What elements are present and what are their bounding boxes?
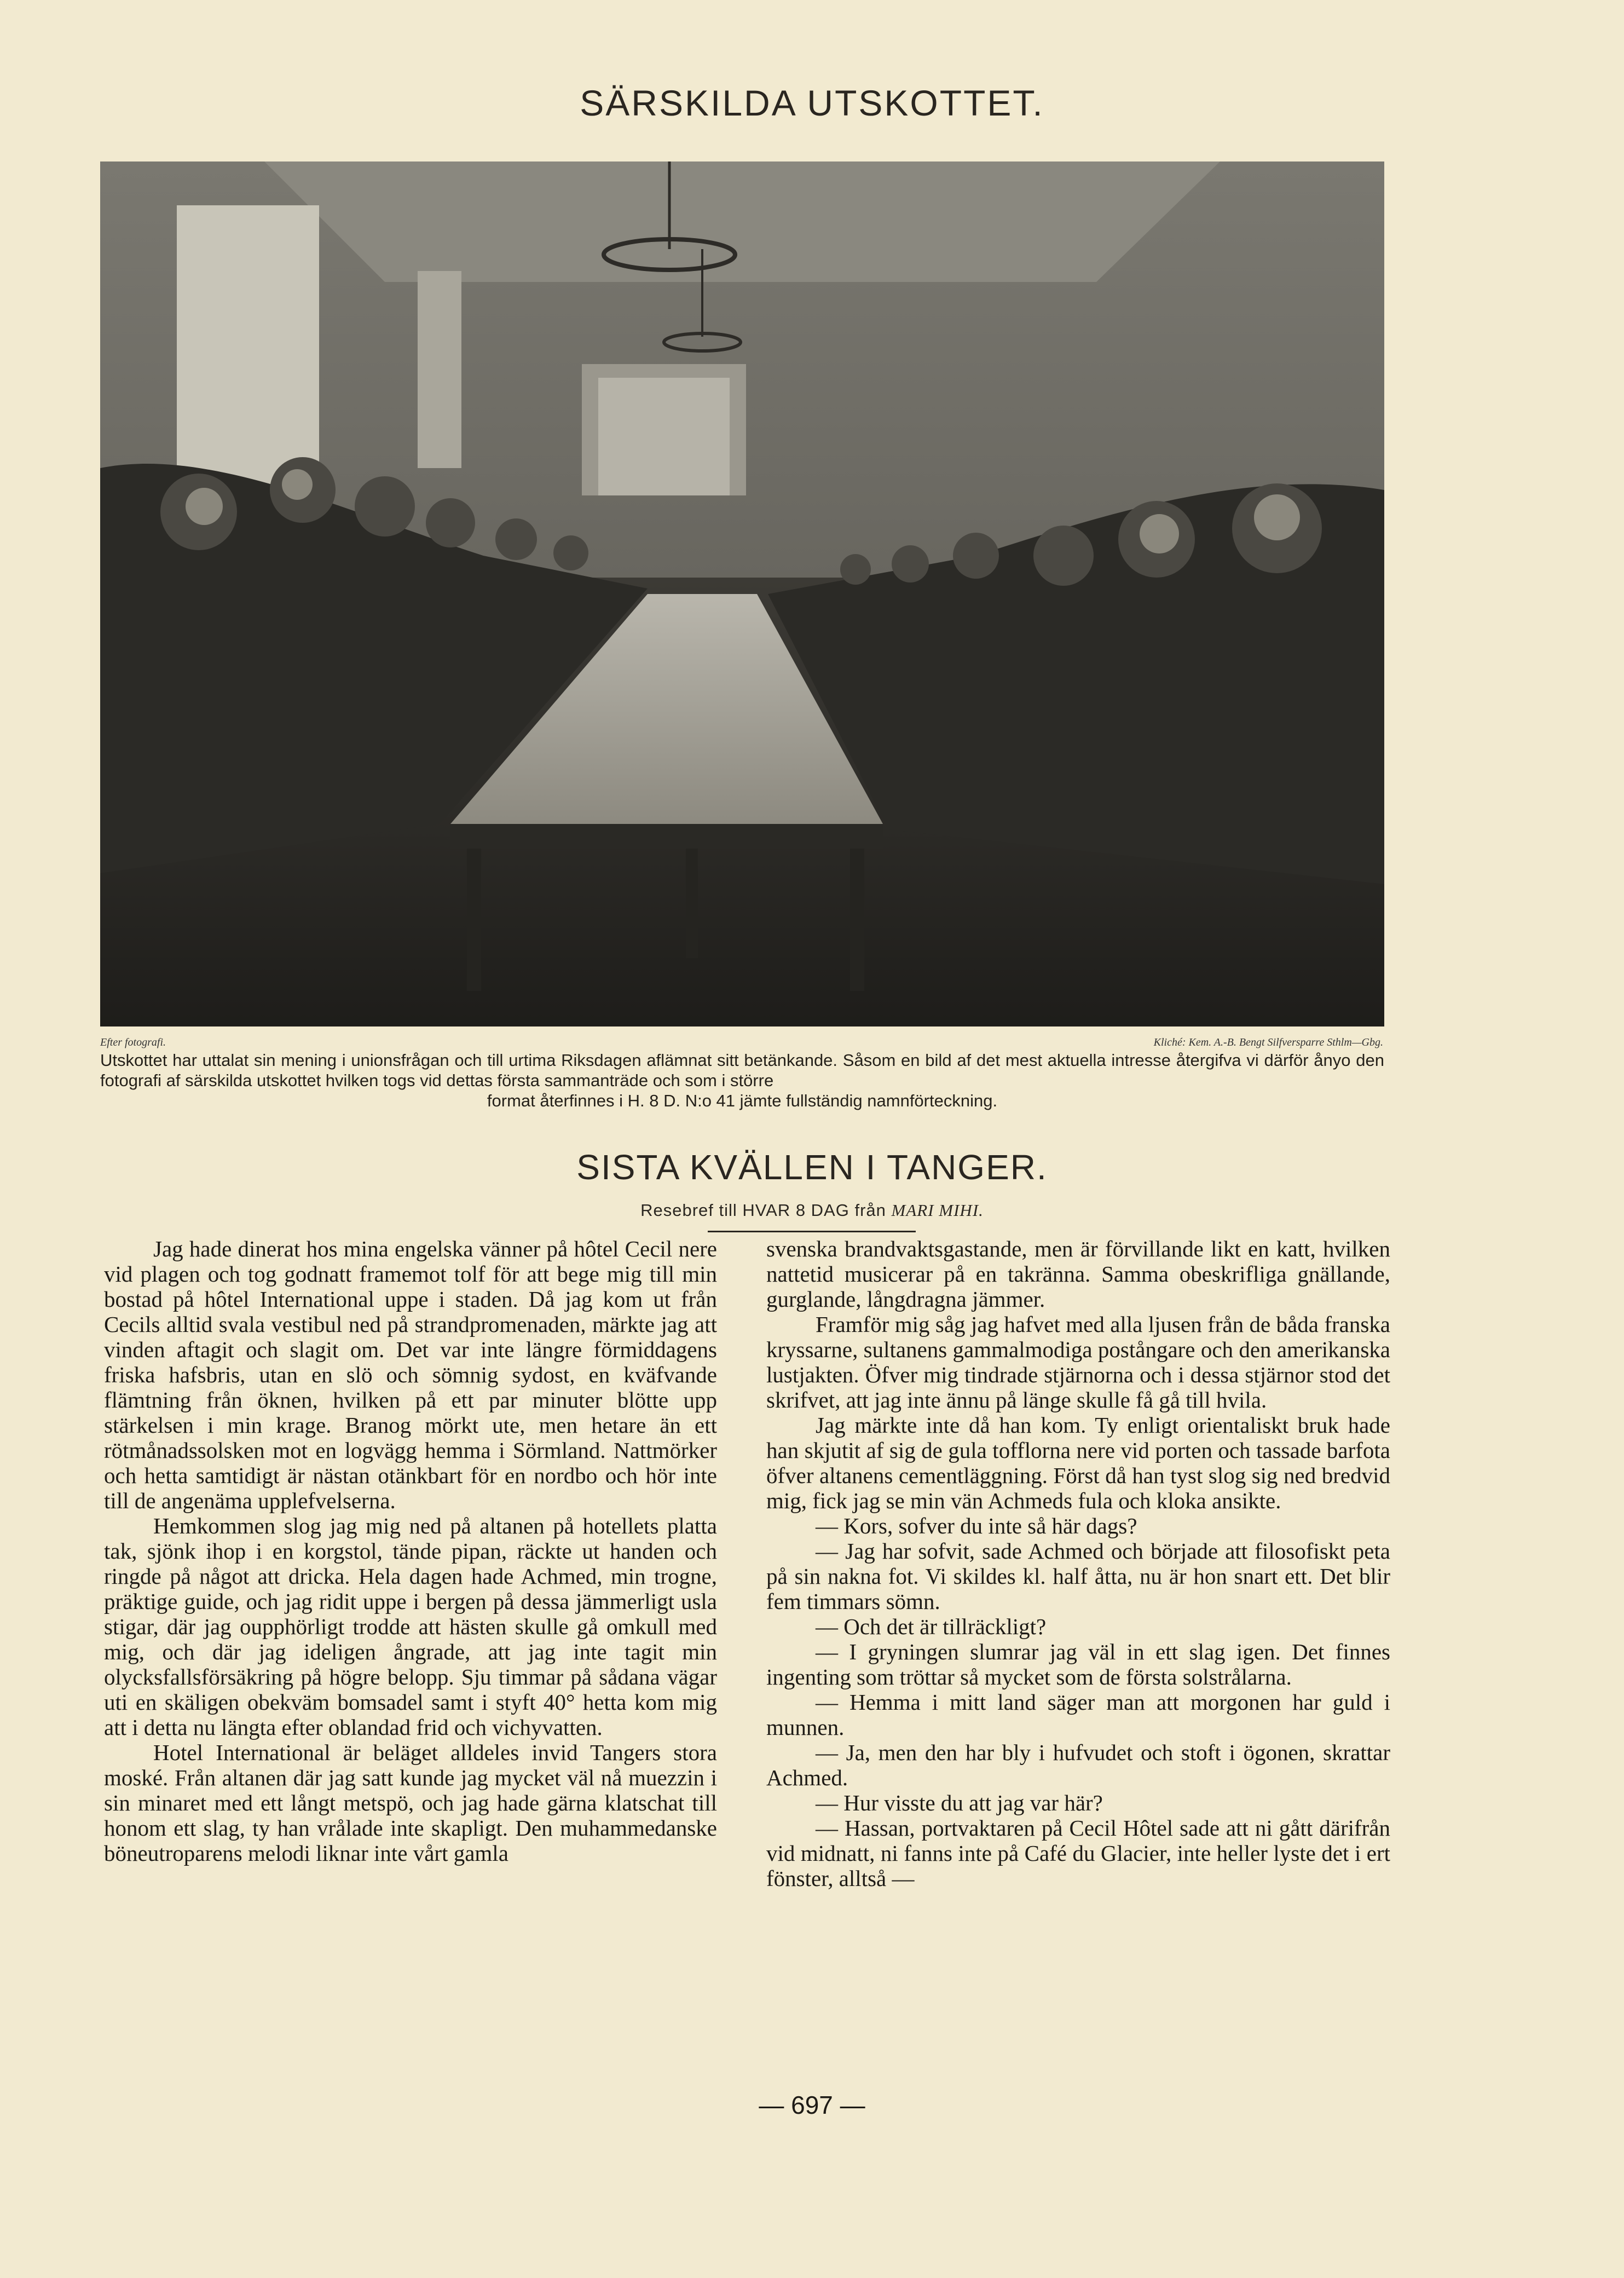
dialog-line: — I gryningen slumrar jag väl in ett slag igen. Det finnes ingenting som tröttar så mycket som de första solstrålarna. [766,1639,1390,1689]
article-title: SISTA KVÄLLEN I TANGER. [576,1147,1048,1187]
paragraph: Framför mig såg jag hafvet med alla ljusen från de båda franska kryssarne, sultanens gammalmodiga postångare och den amerikanska lustjakten. Öfver mig tindrade stjärnorna och i dessa stjärnor stod det skrifvet, att jag inte ännu på länge skulle få gå till hvila. [766,1312,1390,1412]
page-number: — 697 — [759,2091,865,2119]
article-subtitle [0,1201,1624,1220]
photo-rendering [100,162,1384,1026]
photo-caption [100,1050,1384,1111]
paragraph: Hemkommen slog jag mig ned på altanen på hotellets platta tak, sjönk ihop i en korgstol, tände pipan, räckte ut handen och ringde på något att dricka. Hela dagen hade Achmed, min trogne, präktige guide, och jag ridit uppe i bergen på dessa jämmerligt usla stigar, där jag oupphörligt trodde att hästen skulle gå omkull med mig, och där jag ideligen ångrade, att jag inte tagit min olycksfallsförsäkring på högre belopp. Sju timmar på sådana vägar uti en skäligen obekväm bomsadel samt i styft 40° hetta kom mig att i detta nu längta efter oblandad frid och vichyvatten. [104,1513,717,1740]
paragraph: Hotel International är beläget alldeles invid Tangers stora moské. Från altanen där jag satt kunde jag mycket väl nå muezzin i sin minaret med ett långt metspö, och jag hade gärna klatschat till honom ett slag, ty han vrålade inte skapligt. Den muhammedanske böneutroparens melodi liknar inte vårt gamla [104,1740,717,1866]
right-column [766,1236,1390,1891]
dialog-line: — Ja, men den har bly i hufvudet och stoft i ögonen, skrattar Achmed. [766,1740,1390,1790]
left-column [104,1236,717,1866]
paragraph: svenska brandvaktsgastande, men är förvillande likt en katt, hvilken nattetid musicerar på en takränna. Samma obeskrifliga gnällande, gurglande, långdragna jämmer. [766,1236,1390,1312]
paragraph: Jag hade dinerat hos mina engelska vänner på hôtel Cecil nere vid plagen och tog godnatt framemot tolf för att bege mig till min bostad på hôtel International uppe i staden. Då jag kom ut från Cecils alltid svala vestibul ned på strandpromenaden, märkte jag att vinden aftagit och slagit om. Det var inte längre förmiddagens friska hafsbris, utan en slö och sömnig sydost, en kväfvande flämtning från öknen, hvilken på ett par minuter blötte upp stärkelsen i min krage. Branog mörkt ute, men hetare än ett rötmånadssolsken mot en logvägg hemma i Sörmland. Nattmörker och hetta samtidigt är nästan otänkbart för en nordbo och hör inte till de angenäma upplefvelserna. [104,1236,717,1513]
dialog-line: — Jag har sofvit, sade Achmed och började att filosofiskt peta på sin nakna fot. Vi skildes kl. half åtta, nu är hon snart ett. Det blir fem timmars sömn. [766,1538,1390,1614]
committee-photograph [100,162,1384,1026]
title-rule [708,1231,916,1232]
photo-credit: Efter fotografi. [100,1036,166,1048]
paragraph: Jag märkte inte då han kom. Ty enligt orientaliskt bruk hade han skjutit af sig de gula tofflorna nere vid porten och tassade barfota öfver altanens cementläggning. Först då han tyst slog sig ned bredvid mig, fick jag se min vän Achmeds fula och kloka ansikte. [766,1412,1390,1513]
engraving-credit: Kliché: Kem. A.-B. Bengt Silfversparre Sthlm—Gbg. [1153,1036,1383,1048]
caption-last-line: format återfinnes i H. 8 D. N:o 41 jämte fullständig namnförteckning. [487,1091,998,1110]
dialog-line: — Kors, sofver du inte så här dags? [816,1513,1137,1538]
dialog-line: — Hassan, portvaktaren på Cecil Hôtel sade att ni gått därifrån vid midnatt, ni fanns inte på Café du Glacier, inte heller lyste det i ert fönster, alltså — [766,1815,1390,1891]
dialog-line: — Och det är tillräckligt? [816,1614,1047,1639]
caption-text: Utskottet har uttalat sin mening i unionsfrågan och till urtima Riksdagen aflämnat sitt betänkande. Såsom en bild af det mest aktuella intresse återgifva vi därför ånyo den fotografi af särskilda utskottet hvilken togs vid dettas första sammanträde och som i större [100,1051,1384,1090]
subtitle-prefix: Resebref till HVAR 8 DAG från [640,1201,886,1220]
dialog-line: — Hur visste du att jag var här? [816,1790,1103,1815]
page-title: SÄRSKILDA UTSKOTTET. [580,83,1044,123]
dialog-line: — Hemma i mitt land säger man att morgonen har guld i munnen. [766,1689,1390,1740]
subtitle-author: MARI MIHI. [891,1201,984,1220]
